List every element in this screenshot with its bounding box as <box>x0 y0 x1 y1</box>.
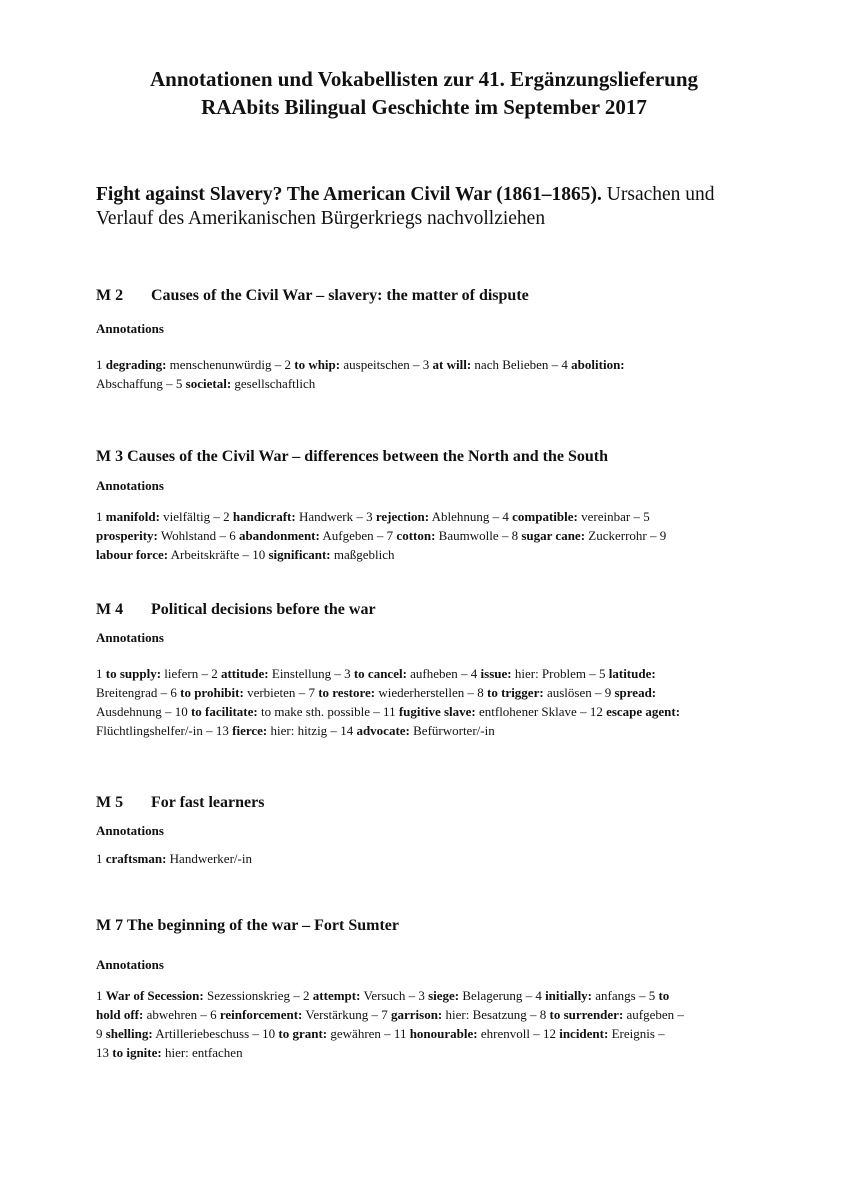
entry-number: 4 <box>470 666 478 681</box>
entry-translation: entflohener Sklave <box>478 704 577 719</box>
entry-translation: vielfältig <box>163 509 211 524</box>
annotation-entry: – 5 latitude: <box>586 666 656 681</box>
entry-number: 13 <box>96 1045 109 1060</box>
annotations-label: Annotations <box>96 478 164 493</box>
section-heading-m7 <box>96 916 399 936</box>
annotation-entry: – 7 cotton: Baumwolle <box>373 528 499 543</box>
entry-number: 3 <box>422 357 430 372</box>
entry-translation: hier: Problem <box>514 666 586 681</box>
entry-term: societal: <box>185 376 232 391</box>
entry-translation: Artilleriebeschuss <box>155 1026 250 1041</box>
annotation-entry <box>96 704 162 719</box>
document-title-line1: Annotationen und Vokabellisten zur 41. Ergänzungslieferung <box>149 67 699 91</box>
entry-translation: Verstärkung <box>305 1007 369 1022</box>
annotations-text-m5 <box>96 849 776 868</box>
entry-translation: Abschaffung <box>96 376 163 391</box>
entry-term: manifold: <box>105 509 160 524</box>
entry-term: to facilitate: <box>190 704 258 719</box>
unit-title <box>96 183 776 231</box>
annotations-text-m4 <box>96 664 776 740</box>
annotations-label: Annotations <box>96 321 164 336</box>
annotation-entry <box>96 509 210 524</box>
annotation-entry: – 6 abandonment: Aufgeben <box>216 528 374 543</box>
annotation-line <box>96 664 776 683</box>
section-title: Political decisions before the war <box>151 601 376 618</box>
annotation-entry: – 10 to facilitate: to make sth. possible <box>161 704 371 719</box>
entry-number: 1 <box>96 509 103 524</box>
entry-term: craftsman: <box>105 851 167 866</box>
entry-number: 7 <box>381 1007 388 1022</box>
annotation-entry <box>96 1026 249 1041</box>
entry-term: fugitive slave: <box>398 704 476 719</box>
annotation-entry: – 7 garrison: hier: Besatzung <box>368 1007 527 1022</box>
entry-number: 7 <box>386 528 394 543</box>
entry-translation: maßgeblich <box>333 547 395 562</box>
annotations-label: Annotations <box>96 823 164 838</box>
entry-translation: nach Belieben <box>474 357 549 372</box>
entry-number: 2 <box>303 988 310 1003</box>
unit-title-rest-2: Verlauf des Amerikanischen Bürgerkriegs nachvollziehen <box>96 208 546 229</box>
entry-number: 14 <box>340 723 354 738</box>
entry-term: at will: <box>432 357 472 372</box>
entry-term: siege: <box>428 988 460 1003</box>
section-number: M 2 <box>96 287 124 304</box>
entry-term: labour force: <box>96 547 169 562</box>
annotation-entry: – 12 escape agent: <box>576 704 681 719</box>
entry-term: garrison: <box>390 1007 443 1022</box>
entry-translation: Baumwolle <box>438 528 499 543</box>
entry-term: initially: <box>545 988 593 1003</box>
entry-term: to surrender: <box>549 1007 624 1022</box>
annotations-label: Annotations <box>96 957 164 972</box>
annotation-entry: – <box>654 1026 665 1041</box>
annotation-line <box>96 683 776 702</box>
entry-term: escape agent: <box>606 704 681 719</box>
entry-number: 7 <box>308 685 315 700</box>
annotation-entry: – 8 sugar cane: Zuckerrohr <box>498 528 647 543</box>
entry-term: latitude: <box>608 666 656 681</box>
entry-number: 3 <box>418 988 425 1003</box>
entry-translation: anfangs <box>595 988 636 1003</box>
annotation-entry: – 3 siege: Belagerung <box>405 988 523 1003</box>
entry-term: attempt: <box>312 988 361 1003</box>
annotation-line <box>96 1043 776 1062</box>
annotation-line <box>96 507 776 526</box>
section-number: M 7 <box>96 917 124 934</box>
annotation-entry: – 11 honourable: ehrenvoll <box>380 1026 530 1041</box>
entry-translation: Belagerung <box>462 988 523 1003</box>
annotation-entry <box>96 376 163 391</box>
entry-term: hold off: <box>96 1007 144 1022</box>
entry-term: compatible: <box>512 509 578 524</box>
entry-term: handicraft: <box>232 509 296 524</box>
entry-translation: aufgeben <box>626 1007 675 1022</box>
annotation-entry: – 2 attitude: Einstellung <box>198 666 332 681</box>
entry-translation: Flüchtlingshelfer/-in <box>96 723 203 738</box>
annotation-entry: – 6 to prohibit: verbieten <box>157 685 296 700</box>
entry-translation: Ablehnung <box>431 509 490 524</box>
entry-number: 5 <box>643 509 650 524</box>
entry-number: 6 <box>210 1007 217 1022</box>
entry-translation: liefern <box>164 666 199 681</box>
entry-number: 3 <box>366 509 373 524</box>
annotation-entry: – 5 societal: gesellschaftlich <box>162 376 316 391</box>
entry-term: incident: <box>559 1026 609 1041</box>
annotation-entry <box>96 851 252 866</box>
entry-number: 8 <box>477 685 484 700</box>
annotations-text-m3 <box>96 507 776 564</box>
annotation-entry: – 14 advocate: Befürworter/-in <box>327 723 495 738</box>
annotation-line <box>96 702 776 721</box>
entry-term: to grant: <box>278 1026 328 1041</box>
entry-number: 9 <box>96 1026 103 1041</box>
annotation-entry <box>96 357 271 372</box>
entry-number: 1 <box>96 988 103 1003</box>
section-number: M 5 <box>96 794 124 811</box>
annotation-entry <box>96 685 157 700</box>
annotation-entry: – <box>674 1007 684 1022</box>
entry-number: 11 <box>383 704 396 719</box>
annotation-entry: – 2 attempt: Versuch <box>290 988 406 1003</box>
entry-translation: Handwerker/-in <box>169 851 252 866</box>
section-number: M 3 <box>96 448 124 465</box>
entry-translation: hier: hitzig <box>270 723 328 738</box>
entry-translation: Ereignis <box>611 1026 655 1041</box>
annotation-entry: – 7 to restore: wiederherstellen <box>295 685 465 700</box>
annotation-entry: – 4 initially: anfangs <box>522 988 636 1003</box>
section-title: Causes of the Civil War – differences between the North and the South <box>127 448 608 465</box>
entry-translation: wiederherstellen <box>378 685 465 700</box>
entry-term: to supply: <box>105 666 162 681</box>
entry-number: 10 <box>174 704 188 719</box>
entry-term: to cancel: <box>353 666 407 681</box>
annotation-entry <box>96 528 216 543</box>
annotation-entry: – 8 to trigger: auslösen <box>464 685 592 700</box>
entry-translation: gewähren <box>330 1026 381 1041</box>
annotation-entry: – 9 <box>646 528 667 543</box>
annotation-entry: – 13 fierce: hier: hitzig <box>202 723 328 738</box>
entry-term: to <box>658 988 670 1003</box>
annotation-entry <box>96 547 239 562</box>
entry-translation: gesellschaftlich <box>234 376 316 391</box>
entry-translation: Einstellung <box>271 666 332 681</box>
annotation-entry: – 3 at will: nach Belieben <box>409 357 549 372</box>
entry-term: to ignite: <box>112 1045 162 1060</box>
annotation-entry <box>96 1045 243 1060</box>
entry-number: 1 <box>96 357 103 372</box>
annotation-entry: – 4 abolition: <box>548 357 625 372</box>
annotation-line <box>96 721 776 740</box>
entry-number: 2 <box>211 666 218 681</box>
entry-term: sugar cane: <box>521 528 586 543</box>
entry-translation: to make sth. possible <box>261 704 371 719</box>
entry-term: cotton: <box>396 528 436 543</box>
entry-term: abandonment: <box>238 528 320 543</box>
entry-term: War of Secession: <box>105 988 204 1003</box>
annotations-text-m7 <box>96 986 776 1062</box>
entry-number: 1 <box>96 666 103 681</box>
entry-number: 11 <box>393 1026 407 1041</box>
entry-number: 12 <box>589 704 603 719</box>
entry-translation: Handwerk <box>298 509 354 524</box>
entry-number: 4 <box>561 357 568 372</box>
entry-translation: hier: Besatzung <box>445 1007 527 1022</box>
entry-term: honourable: <box>409 1026 478 1041</box>
entry-term: to trigger: <box>487 685 544 700</box>
entry-term: to whip: <box>294 357 341 372</box>
annotation-entry <box>96 666 198 681</box>
annotation-entry <box>96 988 290 1003</box>
entry-term: spread: <box>614 685 657 700</box>
annotation-line <box>96 374 776 393</box>
entry-translation: Zuckerrohr <box>588 528 647 543</box>
annotation-entry: – 3 rejection: Ablehnung <box>353 509 490 524</box>
annotation-entry <box>96 1007 197 1022</box>
entry-term: reinforcement: <box>219 1007 303 1022</box>
entry-term: to prohibit: <box>180 685 244 700</box>
entry-translation: Breitengrad <box>96 685 158 700</box>
section-title: Causes of the Civil War – slavery: the matter of dispute <box>151 287 529 304</box>
annotation-entry: – 10 to grant: gewähren <box>249 1026 381 1041</box>
annotation-entry: – 3 to cancel: aufheben <box>331 666 458 681</box>
entry-translation: auspeitschen <box>343 357 410 372</box>
entry-number: 4 <box>502 509 509 524</box>
entry-number: 10 <box>252 547 266 562</box>
entry-translation: vereinbar <box>581 509 631 524</box>
entry-term: prosperity: <box>96 528 158 543</box>
entry-number: 2 <box>284 357 291 372</box>
entry-translation: menschenunwürdig <box>169 357 272 372</box>
entry-term: fierce: <box>232 723 268 738</box>
entry-translation: Arbeitskräfte <box>170 547 240 562</box>
section-title: The beginning of the war – Fort Sumter <box>126 917 399 934</box>
entry-translation: verbieten <box>247 685 296 700</box>
entry-translation: auslösen <box>546 685 592 700</box>
entry-term: rejection: <box>375 509 430 524</box>
section-title: For fast learners <box>151 794 265 811</box>
annotation-line <box>96 526 776 545</box>
annotation-entry: – 6 reinforcement: Verstärkung <box>197 1007 369 1022</box>
entry-translation: abwehren <box>146 1007 198 1022</box>
entry-number: 4 <box>535 988 542 1003</box>
entry-term: abolition: <box>571 357 625 372</box>
section-heading-m3 <box>96 447 608 467</box>
entry-number: 6 <box>170 685 177 700</box>
entry-term: degrading: <box>105 357 167 372</box>
entry-translation: Befürworter/-in <box>413 723 495 738</box>
entry-number: 6 <box>229 528 236 543</box>
entry-translation: hier: entfachen <box>164 1045 243 1060</box>
entry-translation: Sezessionskrieg <box>206 988 291 1003</box>
annotation-line <box>96 1024 776 1043</box>
entry-term: issue: <box>480 666 512 681</box>
document-title-line2: RAAbits Bilingual Geschichte im September 2017 <box>201 95 647 119</box>
annotation-line <box>96 849 776 868</box>
entry-term: shelling: <box>105 1026 153 1041</box>
annotation-entry: – 2 to whip: auspeitschen <box>271 357 410 372</box>
entry-translation: Ausdehnung <box>96 704 162 719</box>
entry-number: 10 <box>262 1026 276 1041</box>
entry-number: 9 <box>659 528 667 543</box>
entry-translation: Versuch <box>363 988 406 1003</box>
entry-term: to restore: <box>318 685 376 700</box>
annotations-label: Annotations <box>96 630 164 645</box>
entry-term: attitude: <box>220 666 269 681</box>
annotation-entry: – 11 fugitive slave: entflohener Sklave <box>370 704 577 719</box>
annotation-entry: – 5 <box>630 509 650 524</box>
entry-number: 9 <box>604 685 612 700</box>
annotation-entry: – 9 spread: <box>591 685 657 700</box>
entry-number: 5 <box>175 376 183 391</box>
annotation-entry: – 4 compatible: vereinbar <box>489 509 631 524</box>
annotation-line <box>96 1005 776 1024</box>
entry-number: 13 <box>215 723 229 738</box>
entry-translation: Aufgeben <box>322 528 374 543</box>
entry-term: significant: <box>268 547 331 562</box>
annotation-line <box>96 355 776 374</box>
entry-number: 8 <box>539 1007 547 1022</box>
section-heading-m2 <box>96 286 529 306</box>
unit-title-bold: Fight against Slavery? The American Civil War (1861–1865). <box>96 184 602 205</box>
entry-number: 5 <box>648 988 656 1003</box>
annotation-entry: – 2 handicraft: Handwerk <box>210 509 354 524</box>
entry-translation: aufheben <box>410 666 458 681</box>
entry-number: 3 <box>344 666 351 681</box>
annotation-entry: – 5 to <box>635 988 670 1003</box>
section-number: M 4 <box>96 601 124 618</box>
annotation-line <box>96 545 776 564</box>
entry-translation: Wohlstand <box>160 528 217 543</box>
entry-number: 1 <box>96 851 103 866</box>
annotation-entry: – 4 issue: hier: Problem <box>457 666 586 681</box>
unit-title-rest: Ursachen und <box>601 184 715 205</box>
entry-number: 12 <box>542 1026 556 1041</box>
annotation-entry: – 12 incident: Ereignis <box>529 1026 655 1041</box>
annotations-text-m2 <box>96 355 776 393</box>
entry-number: 2 <box>223 509 230 524</box>
section-heading-m5 <box>96 793 264 813</box>
annotation-entry <box>96 723 203 738</box>
annotation-line <box>96 986 776 1005</box>
entry-number: 5 <box>599 666 606 681</box>
section-heading-m4 <box>96 600 376 620</box>
entry-translation: ehrenvoll <box>480 1026 530 1041</box>
entry-number: 8 <box>511 528 519 543</box>
annotation-entry: – 10 significant: maßgeblich <box>239 547 395 562</box>
annotation-entry: – 8 to surrender: aufgeben <box>526 1007 675 1022</box>
entry-term: advocate: <box>356 723 410 738</box>
